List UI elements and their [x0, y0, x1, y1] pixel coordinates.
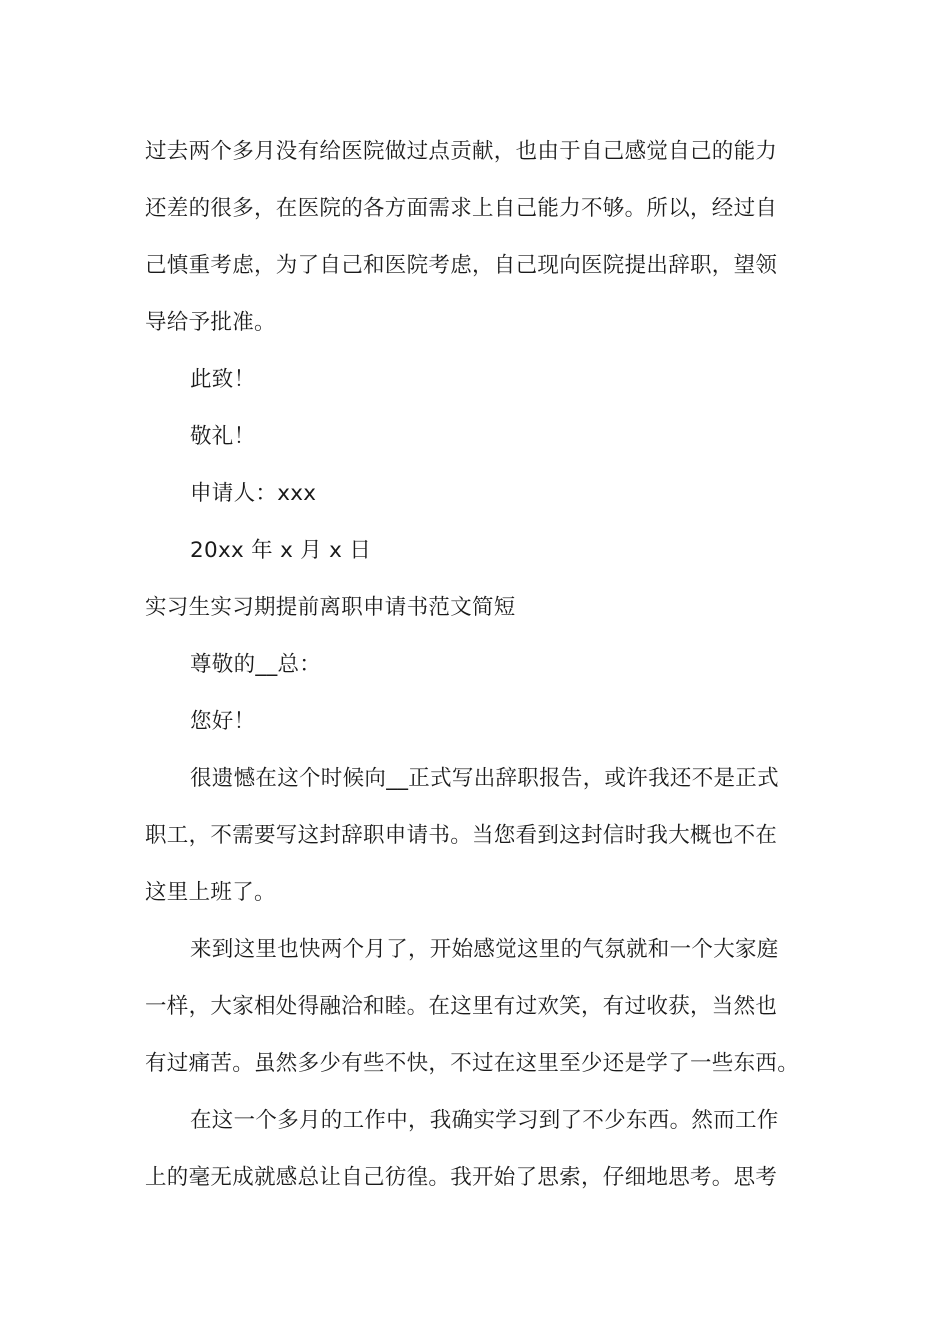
body-text-line: 过去两个多月没有给医院做过点贡献，也由于自己感觉自己的能力 [145, 139, 778, 164]
section-title: 实习生实习期提前离职申请书范文简短 [145, 595, 516, 620]
closing-salutation: 此致！ [190, 367, 256, 392]
body-text-line: 有过痛苦。虽然多少有些不快，不过在这里至少还是学了一些东西。 [145, 1051, 800, 1076]
greeting-addressee: 尊敬的__总： [190, 652, 322, 677]
body-text-line: 一样，大家相处得融洽和睦。在这里有过欢笑，有过收获，当然也 [145, 994, 778, 1019]
body-text-line: 来到这里也快两个月了，开始感觉这里的气氛就和一个大家庭 [190, 937, 779, 962]
body-text-line: 在这一个多月的工作中，我确实学习到了不少东西。然而工作 [190, 1108, 779, 1133]
body-text-line: 导给予批准。 [145, 310, 276, 335]
body-text-line: 职工，不需要写这封辞职申请书。当您看到这封信时我大概也不在 [145, 823, 778, 848]
closing-regards: 敬礼！ [190, 424, 256, 449]
greeting-hello: 您好！ [190, 709, 256, 734]
body-text-line: 还差的很多，在医院的各方面需求上自己能力不够。所以，经过自 [145, 196, 778, 221]
body-text-line: 上的毫无成就感总让自己彷徨。我开始了思索，仔细地思考。思考 [145, 1165, 778, 1190]
letter-date: 20xx 年 x 月 x 日 [190, 538, 372, 563]
applicant-signature: 申请人：xxx [190, 481, 317, 506]
body-text-line: 己慎重考虑，为了自己和医院考虑，自己现向医院提出辞职，望领 [145, 253, 778, 278]
body-text-line: 很遗憾在这个时候向__正式写出辞职报告，或许我还不是正式 [190, 766, 779, 791]
body-text-line: 这里上班了。 [145, 880, 276, 905]
